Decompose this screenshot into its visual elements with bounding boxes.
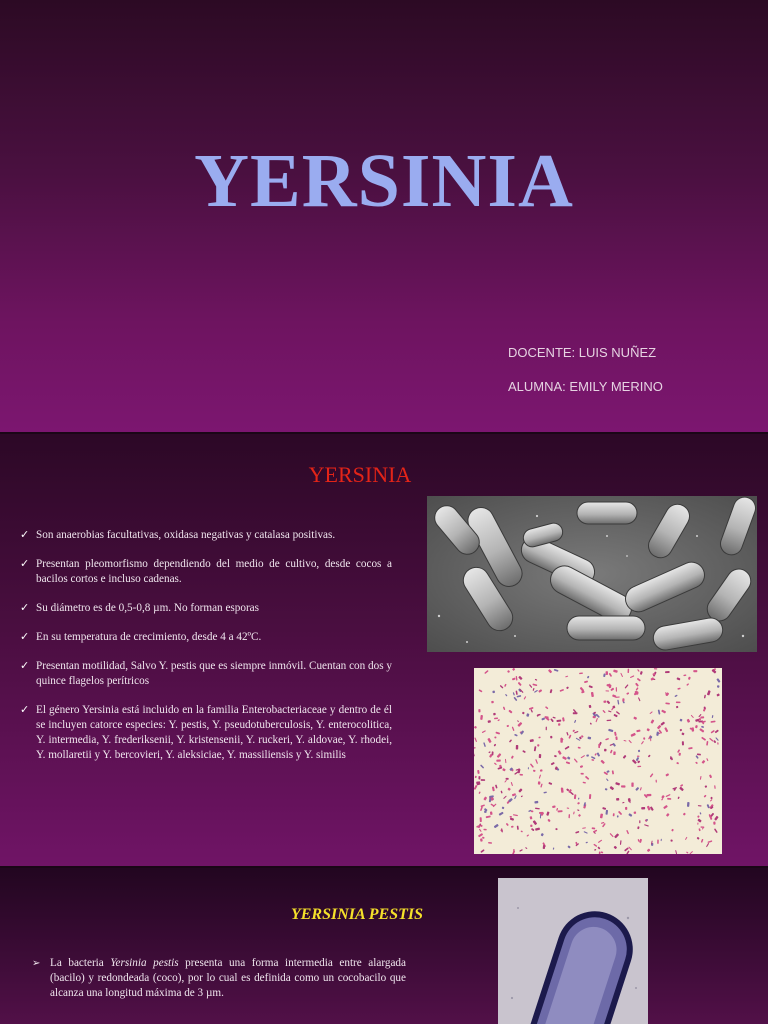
stain-speck [540, 814, 541, 819]
stain-speck [530, 825, 532, 827]
stain-speck [622, 698, 624, 702]
arrow-bullet-icon: ➢ [32, 958, 41, 969]
list-item [20, 703, 392, 763]
stain-speck [481, 779, 486, 781]
stain-speck [519, 774, 523, 776]
stain-speck [605, 690, 609, 691]
stain-speck [586, 755, 589, 757]
stain-speck [540, 769, 543, 771]
stain-speck [492, 691, 495, 694]
checkmark-icon: ✓ [20, 660, 30, 672]
bullet-text-rest: presenta una forma intermedia entre alargada (bacilo) y redondeada (coco), por lo cual es definida como un cocobacilo que alcanza una longitud máxima de 3 µm. [50, 957, 406, 999]
stain-speck [641, 807, 645, 810]
stain-speck [528, 767, 529, 769]
stain-speck [546, 727, 547, 731]
stain-speck [516, 745, 519, 750]
stain-speck [581, 773, 584, 775]
checkmark-icon: ✓ [20, 602, 30, 614]
stain-speck [654, 668, 657, 669]
stain-speck [676, 702, 681, 704]
stain-speck [496, 759, 501, 761]
stain-speck [665, 671, 670, 673]
stain-speck [639, 820, 640, 823]
stain-speck [616, 687, 617, 692]
stain-speck [637, 766, 641, 768]
stain-speck [506, 778, 509, 780]
slide-title: YERSINIA [194, 139, 574, 223]
stain-micrograph-image [474, 668, 722, 854]
stain-speck [480, 817, 482, 822]
list-item [20, 528, 392, 543]
stain-speck [478, 776, 480, 779]
stain-speck [670, 840, 672, 842]
list-item [20, 557, 392, 587]
bullet-list [20, 528, 392, 777]
stain-speck [558, 723, 561, 726]
stain-speck [693, 670, 697, 672]
checkmark-icon: ✓ [20, 704, 30, 716]
stain-speck [700, 716, 704, 718]
stain-speck [634, 811, 637, 814]
stain-speck [687, 802, 690, 807]
stain-speck [616, 798, 619, 801]
checkmark-icon: ✓ [20, 558, 30, 570]
stain-speck [513, 849, 514, 852]
stain-speck [558, 810, 563, 812]
sem-micrograph-image [427, 496, 757, 652]
overview-slide [0, 434, 768, 866]
stain-speck [682, 741, 684, 745]
stain-speck [573, 712, 578, 714]
stain-speck [646, 794, 651, 797]
stain-speck [631, 782, 633, 786]
stain-speck [603, 700, 606, 703]
stain-speck [510, 816, 512, 818]
teacher-credit: DOCENTE: LUIS NUÑEZ [508, 345, 657, 360]
title-slide [0, 0, 768, 432]
pestis-slide [0, 868, 768, 1024]
stain-speck [484, 810, 487, 813]
stain-speck [604, 749, 607, 752]
slide-heading: YERSINIA PESTIS [290, 906, 424, 923]
tem-micrograph-image [498, 878, 648, 1024]
bullet-list [32, 956, 406, 1001]
stain-speck [713, 822, 715, 825]
stain-speck [589, 794, 591, 799]
bullet-text: Presentan motilidad, Salvo Y. pestis que es siempre inmóvil. Cuentan con dos y quince flagelos perítricos [36, 660, 392, 687]
slide-heading: YERSINIA [308, 462, 412, 487]
stain-speck [493, 713, 496, 716]
list-item [20, 601, 392, 616]
checkmark-icon: ✓ [20, 631, 30, 643]
stain-speck [617, 815, 619, 817]
list-item [32, 956, 406, 1001]
stain-speck [711, 797, 713, 799]
stain-speck [700, 826, 704, 828]
stain-speck [539, 754, 542, 758]
list-item [20, 630, 392, 645]
stain-speck [598, 744, 600, 748]
stain-speck [621, 785, 625, 787]
stain-speck [593, 716, 596, 718]
stain-speck [613, 751, 616, 755]
bullet-text: El género Yersinia está incluido en la familia Enterobacteriaceae y dentro de él se incluyen catorce especies: Y. pestis, Y. pseudotuberculosis, Y. enterocolitica, Y. intermedia, Y. frederiksenii, Y. kristensenii, Y. ruckeri, Y. aldovae, Y. rhodei, Y. mollaretii y Y. bercovieri, Y. aleksiciae, Y. massiliensis y Y. similis [36, 704, 392, 761]
bullet-text: En su temperatura de crecimiento, desde 4 a 42ºC. [36, 631, 262, 643]
bullet-text: Su diámetro es de 0,5-0,8 µm. No forman esporas [36, 602, 260, 614]
stain-speck [657, 839, 659, 843]
stain-speck [560, 738, 562, 743]
bullet-text-prefix: La bacteria [50, 957, 111, 969]
stain-speck [606, 671, 609, 675]
stain-speck [625, 807, 627, 810]
stain-speck [550, 736, 552, 739]
student-credit: ALUMNA: EMILY MERINO [508, 379, 663, 394]
stain-speck [538, 781, 541, 784]
stain-speck [627, 669, 629, 673]
stain-speck [568, 814, 570, 818]
list-item [20, 659, 392, 689]
stain-speck [478, 709, 480, 712]
stain-speck [637, 756, 640, 757]
stain-speck [704, 707, 706, 709]
stain-speck [492, 751, 494, 755]
stain-speck [667, 798, 671, 800]
bullet-text: Son anaerobias facultativas, oxidasa negativas y catalasa positivas. [36, 529, 336, 541]
bullet-text: Presentan pleomorfismo dependiendo del medio de cultivo, desde cocos a bacilos cortos e incluso cadenas. [36, 558, 392, 585]
checkmark-icon: ✓ [20, 529, 30, 541]
species-name: Yersinia pestis [110, 957, 179, 969]
